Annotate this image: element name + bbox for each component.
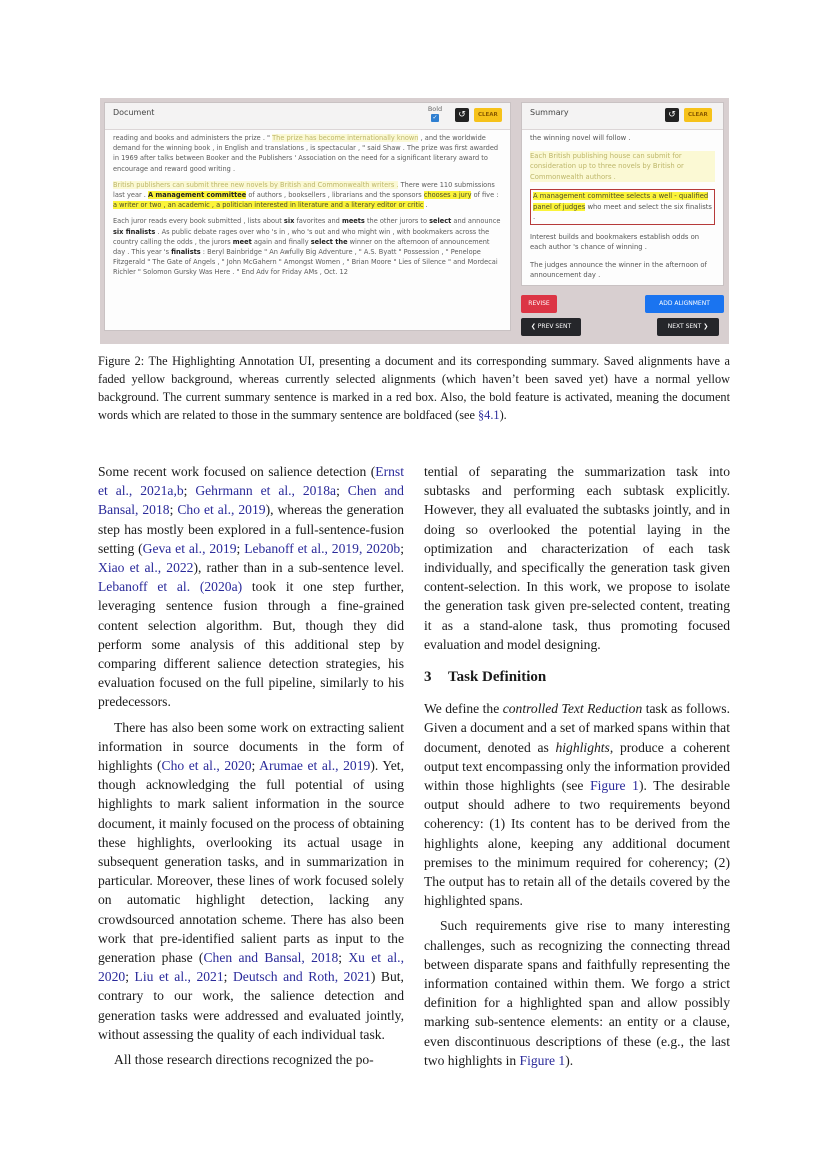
document-paragraph xyxy=(113,180,502,211)
saved-summary-sentence[interactable]: Each British publishing house can submit for consideration up to three novels by British or Commonwealth authors . xyxy=(530,151,715,183)
related-word-bold[interactable]: meets xyxy=(341,217,365,226)
citation-link[interactable]: Xu et al., 2020 xyxy=(98,950,404,985)
citation-link[interactable]: Figure 1 xyxy=(519,1052,566,1068)
citation-link[interactable]: Lebanoff et al. (2020a) xyxy=(98,579,243,595)
body-text: ; xyxy=(125,969,135,985)
body-text: ), rather than in a sub-sentence level. xyxy=(193,560,404,576)
bold-label: Bold xyxy=(427,105,443,113)
saved-alignment-highlight[interactable]: The prize has become internationally known xyxy=(272,134,419,142)
document-text-span: Each juror reads every book submitted , lists about xyxy=(113,217,284,226)
figure-2-annotation-ui xyxy=(100,98,729,344)
citation-link[interactable]: Gehrmann et al., 2018a xyxy=(195,483,337,499)
related-word-bold[interactable]: select the xyxy=(310,237,348,246)
summary-text[interactable] xyxy=(522,130,723,291)
right-column xyxy=(424,462,730,1076)
paragraph-research-directions: All those research directions recognized the po- xyxy=(114,1052,374,1068)
prev-sent-button[interactable] xyxy=(521,318,581,336)
current-summary-sentence[interactable] xyxy=(530,189,715,225)
emphasized-term: controlled Text Reduction xyxy=(502,701,643,717)
body-text: ). The desirable output should adhere to two requirements beyond coherency: (1) Its content has to be derived from the highlights alone, keeping any additional document premises to the minimum required for coherency; (2) The output has to retain all of the details covered by the highlighted spans. xyxy=(424,778,731,909)
selected-alignment-highlight[interactable]: A management committee xyxy=(148,191,247,200)
summary-panel-header xyxy=(522,103,723,130)
undo-icon: ↺ xyxy=(458,110,466,120)
bold-toggle[interactable] xyxy=(427,105,443,122)
body-text: ). Yet, though acknowledging the full potential of using highlights to mark salient information in the source document, it mainly focused on the process of obtaining these highlights, overlooking its actual usage in subsequent generation tasks, and in summarization in particular. Moreover, these lines of work focused solely on automatic highlight detection, lacking any crowdsourced annotation scheme. There has also been work that pre-identified salient parts as input to the generation phase ( xyxy=(98,758,404,966)
related-word-bold[interactable]: select xyxy=(429,217,452,226)
body-text: Some recent work focused on salience detection ( xyxy=(98,464,376,479)
saved-alignment-highlight[interactable]: British publishers can submit three new novels by British and Commonwealth writers . xyxy=(113,180,399,189)
document-text-span: favorites and xyxy=(294,217,342,226)
chevron-right-icon: ❯ xyxy=(703,323,709,330)
citation-link[interactable]: Cho et al., 2019 xyxy=(177,502,266,518)
citation-link[interactable]: Geva et al., 2019 xyxy=(142,540,237,556)
document-text[interactable] xyxy=(105,130,510,278)
body-text: ; xyxy=(236,540,245,556)
citation-link[interactable]: Deutsch and Roth, 2021 xyxy=(232,969,371,985)
citation-link[interactable]: Figure 1 xyxy=(590,778,639,794)
document-text-span: of five : xyxy=(471,191,499,200)
body-text: There has also been some work on extracting salient information in source documents in the form of highlights ( xyxy=(98,719,404,774)
selected-alignment-highlight[interactable]: chooses a jury xyxy=(423,191,472,200)
document-panel-header xyxy=(105,103,510,130)
citation-link[interactable]: Liu et al., 2021 xyxy=(134,969,224,985)
left-column xyxy=(98,462,404,1075)
body-text: ; xyxy=(336,483,348,499)
paragraph-task-definition xyxy=(424,699,730,910)
revise-button[interactable]: REVISE xyxy=(521,295,557,313)
paragraph-requirements xyxy=(424,916,730,1070)
document-clear-button[interactable]: CLEAR xyxy=(474,108,502,122)
document-text-span: , and the worldwide demand for the winning book , in English and translations , is spectacular , " said Shaw . The prize was first awarded in 1969 after talks between Booker and the Publishers ' Association on the need for a significant literary award to encourage and reward good writing . xyxy=(113,134,499,173)
summary-panel xyxy=(521,102,724,286)
body-text: We define the xyxy=(424,701,503,717)
citation-link[interactable]: Lebanoff et al., 2019, 2020b xyxy=(244,540,401,556)
section-number: 3 xyxy=(424,669,432,686)
citation-link[interactable]: Arumae et al., 2019 xyxy=(259,758,371,774)
summary-sentence[interactable]: the winning novel will follow . xyxy=(530,134,631,142)
body-text: ; xyxy=(183,483,196,499)
body-text: ) But, contrary to our work, the salience detection and generation tasks were addressed and evaluated jointly, without assessing the quality of each individual task. xyxy=(98,969,404,1042)
document-text-span: again and finally xyxy=(251,237,311,246)
citation-link[interactable]: Chen and Bansal, 2018 xyxy=(98,483,404,518)
related-word-bold[interactable]: six finalists xyxy=(113,227,156,236)
citation-link[interactable]: Cho et al., 2020 xyxy=(161,758,252,774)
summary-undo-button[interactable] xyxy=(665,108,679,122)
document-text-span: . xyxy=(423,201,428,210)
body-text: ; xyxy=(338,950,349,966)
body-text: ; xyxy=(400,540,404,556)
document-text-span: the other jurors to xyxy=(364,217,430,226)
related-word-bold[interactable]: six xyxy=(283,217,295,226)
document-text-span: : Beryl Bainbridge " An Awfully Big Adventure , " A.S. Byatt " Possession , " Penelope Fitzgerald " The Gate of Angels , " John McGahern " Amongst Women , " Brian Moore " Lies of Silence " and Mordecai Richler " Solomon Gursky Was Here . " End Adv for Friday AMs , Oct. 12 xyxy=(113,248,498,277)
document-paragraph xyxy=(113,216,502,277)
body-text: Such requirements give rise to many interesting challenges, such as recognizing the connecting thread between disparate spans and faithfully representing the information contained within them. We forgo a strict definition for a highlighted span and allow possibly marking sub-sentence elements: an entity or a clause, even discontinuous descriptions of these (e.g., the last two highlights in xyxy=(424,918,730,1068)
figure-caption xyxy=(98,352,730,424)
next-sent-label: NEXT SENT xyxy=(667,323,702,330)
caption-label: Figure 2: xyxy=(98,354,145,368)
body-text: ), whereas the generation step has mostly been explored in a full-sentence-fusion setting ( xyxy=(98,502,404,556)
related-word-bold[interactable]: finalists xyxy=(171,248,201,257)
bold-checkbox-checked-icon[interactable]: ✓ xyxy=(432,114,438,121)
summary-text-span: who meet and select the six finalists . xyxy=(533,202,712,221)
document-text-span: There were 110 submissions last year . xyxy=(113,180,495,200)
add-alignment-button[interactable]: ADD ALIGNMENT xyxy=(645,295,724,313)
body-text: task as follows. Given a document and a set of marked spans within that document, denoted as xyxy=(424,701,730,755)
related-word-bold[interactable]: meet xyxy=(232,237,252,246)
document-paragraph xyxy=(113,133,502,174)
summary-panel-title: Summary xyxy=(530,108,569,117)
prev-sent-label: PREV SENT xyxy=(537,323,572,330)
paragraph-highlights-work xyxy=(98,718,404,1044)
next-sent-button[interactable] xyxy=(657,318,719,336)
summary-sentence[interactable]: The judges announce the winner in the afternoon of announcement day . xyxy=(530,260,707,279)
summary-sentence[interactable]: Interest builds and bookmakers establish odds on each author 's chance of winning . xyxy=(530,232,700,251)
paragraph-separating-tasks: tential of separating the summarization task into subtasks and performing each subtask explicitly. However, they all evaluated the subtasks jointly, and in doing so overlooked the potential laying in the optimization and characterization of each task individually, and specifically the generation task given content-selection. In this work, we propose to isolate the generation task given pre-selected content, treating it as a stand-alone task, thus promoting focused evaluation and model designing. xyxy=(424,464,730,652)
caption-end: ). xyxy=(499,408,507,422)
document-panel-title: Document xyxy=(113,108,155,117)
document-panel xyxy=(104,102,511,331)
document-text-span: winner on the afternoon of announcement day . This year 's xyxy=(113,237,490,257)
citation-link[interactable]: Ernst et al., 2021a,b xyxy=(98,464,404,499)
section-heading xyxy=(424,668,730,687)
document-text-span: of authors , booksellers , librarians and the sponsors xyxy=(246,191,424,200)
document-undo-button[interactable] xyxy=(455,108,469,122)
section-reference-link[interactable]: §4.1 xyxy=(478,408,500,422)
body-text: ; xyxy=(251,758,260,774)
section-title: Task Definition xyxy=(448,669,547,686)
body-text: ; xyxy=(223,969,233,985)
summary-clear-button[interactable]: CLEAR xyxy=(684,108,712,122)
chevron-left-icon: ❮ xyxy=(530,323,536,330)
document-text-span: . As public debate rages over who 's in , who 's out and who might win , with bookmakers across the country calling the odds , the jurors xyxy=(113,227,490,246)
undo-icon: ↺ xyxy=(668,110,676,120)
document-text-span: reading and books and administers the prize . " xyxy=(113,134,273,142)
paragraph-salience-detection xyxy=(98,462,404,712)
body-text: ; xyxy=(169,502,178,518)
emphasized-term: highlights xyxy=(555,739,610,755)
body-text: , produce a coherent output text encompassing only the information provided within those highlights (see xyxy=(424,739,730,794)
body-text: ). xyxy=(565,1052,574,1068)
citation-link[interactable]: Xiao et al., 2022 xyxy=(98,560,194,576)
caption-text: The Highlighting Annotation UI, presenting a document and its corresponding summary. Saved alignments have a faded yellow background, whereas currently selected alignments (which haven’t been saved yet) have a normal yellow background. The current summary sentence is marked in a red box. Also, the bold feature is activated, meaning the document words which are related to those in the summary sentence are boldfaced (see xyxy=(98,354,730,422)
selected-alignment-highlight[interactable]: a writer or two , an academic , a politician interested in literature and a literary editor or critic xyxy=(113,201,424,210)
document-text-span: and announce xyxy=(451,217,501,226)
body-text: took it one step further, leveraging sentence fusion through a fine-grained content selection algorithm. But, though they did perform some analysis of this additional step by comparing different salience detection strategies, his evaluation focused on the full pipeline, similarly to his predecessors. xyxy=(98,579,405,710)
selected-alignment-highlight[interactable]: A management committee selects a well - qualified panel of judges xyxy=(533,192,709,211)
citation-link[interactable]: Chen and Bansal, 2018 xyxy=(203,950,339,966)
